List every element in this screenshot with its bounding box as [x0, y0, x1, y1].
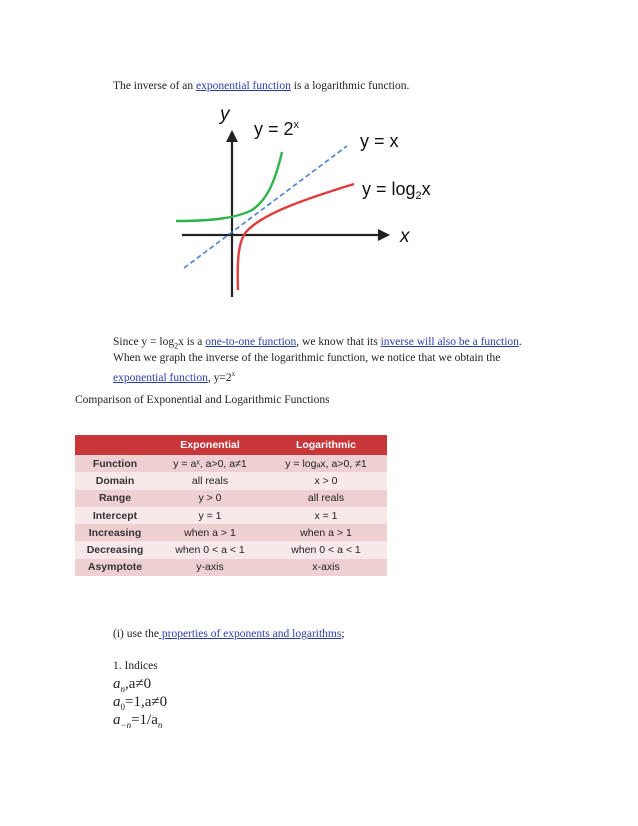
- table-row: [75, 455, 387, 472]
- row-label: Function: [75, 455, 155, 472]
- y-axis-label: y: [220, 104, 230, 125]
- row-label: Decreasing: [75, 541, 155, 558]
- log-base-subscript: 2: [174, 341, 179, 351]
- since-text-line2: When we graph the inverse of the logarithmic function, we notice that we obtain the: [113, 352, 501, 364]
- since-text-2: x is a: [178, 336, 206, 348]
- log-cell: when 0 < a < 1: [265, 541, 387, 558]
- rule-2-rest: =1,a≠0: [125, 694, 168, 710]
- comparison-table: [75, 435, 387, 576]
- properties-text-before: (i) use the: [113, 628, 159, 640]
- intro-sentence: [113, 78, 409, 94]
- since-line-3: [113, 366, 235, 386]
- rule-1-rest: ,a≠0: [125, 676, 152, 692]
- indices-heading: 1. Indices: [113, 660, 158, 672]
- index-rule-3: [113, 711, 162, 734]
- row-label: Intercept: [75, 507, 155, 524]
- row-label: Domain: [75, 472, 155, 489]
- table-header-exponential: Exponential: [155, 435, 265, 455]
- log-cell: x > 0: [265, 472, 387, 489]
- intro-text-before: The inverse of an: [113, 80, 197, 92]
- table-header-row: [75, 435, 387, 455]
- row-label: Increasing: [75, 524, 155, 541]
- table-row: [75, 559, 387, 576]
- since-text-4: .: [518, 336, 522, 348]
- inverse-function-link[interactable]: inverse will also be a function: [380, 336, 519, 348]
- logarithm-label: $y = \log_2x$: [362, 179, 431, 202]
- x-axis-label: x: [400, 226, 410, 247]
- inverse-function-graph: [172, 102, 472, 302]
- since-text-5: , y=2: [207, 371, 232, 384]
- table-row: [75, 507, 387, 524]
- table-header-logarithmic: Logarithmic: [265, 435, 387, 455]
- exp-cell: y-axis: [155, 559, 265, 576]
- x-axis-arrow: [378, 229, 390, 241]
- exp-cell: y > 0: [155, 490, 265, 507]
- log-cell: y = logₐx, a>0, ≠1: [265, 455, 387, 472]
- logarithmic-curve: [238, 184, 354, 290]
- intro-text-after: is a logarithmic function.: [290, 80, 410, 92]
- identity-line: [184, 146, 347, 268]
- properties-line: [113, 626, 345, 642]
- rule-3-rest: =1/a: [131, 712, 158, 728]
- exponent-n: n: [157, 720, 163, 730]
- exp-cell: when a > 1: [155, 524, 265, 541]
- comparison-title: Comparison of Exponential and Logarithmic Functions: [75, 394, 330, 406]
- table-row: [75, 490, 387, 507]
- base-a: a: [113, 694, 121, 710]
- properties-link[interactable]: properties of exponents and logarithms: [158, 628, 342, 640]
- exponent-zero: 0: [120, 702, 125, 712]
- one-to-one-function-link[interactable]: one-to-one function: [205, 336, 297, 348]
- base-a: a: [113, 712, 121, 728]
- since-text-1: Since y = log: [113, 336, 175, 348]
- base-a: a: [113, 676, 121, 692]
- exponential-label: $y = 2^x$: [254, 119, 300, 139]
- identity-label: y = x: [360, 131, 399, 151]
- properties-text-after: ;: [341, 628, 345, 640]
- exponential-function-link[interactable]: exponential function: [196, 80, 291, 92]
- table-row: [75, 541, 387, 558]
- since-text-3: , we know that its: [296, 336, 381, 348]
- log-cell: all reals: [265, 490, 387, 507]
- exponent-superscript: x: [231, 370, 236, 378]
- exp-cell: y = aˣ, a>0, a≠1: [155, 455, 265, 472]
- exponent-n: n: [120, 684, 125, 694]
- table-header-empty: [75, 435, 155, 455]
- y-axis-arrow: [226, 130, 238, 142]
- exp-cell: y = 1: [155, 507, 265, 524]
- row-label: Range: [75, 490, 155, 507]
- exponential-curve: [176, 152, 282, 221]
- exp-cell: all reals: [155, 472, 265, 489]
- row-label: Asymptote: [75, 559, 155, 576]
- exponent-negative-n: −n: [120, 720, 132, 730]
- log-cell: x-axis: [265, 559, 387, 576]
- table-row: [75, 524, 387, 541]
- table-row: [75, 472, 387, 489]
- exponential-function-link-2[interactable]: exponential function: [113, 371, 208, 384]
- since-line-2: [113, 350, 500, 366]
- exp-cell: when 0 < a < 1: [155, 541, 265, 558]
- log-cell: x = 1: [265, 507, 387, 524]
- log-cell: when a > 1: [265, 524, 387, 541]
